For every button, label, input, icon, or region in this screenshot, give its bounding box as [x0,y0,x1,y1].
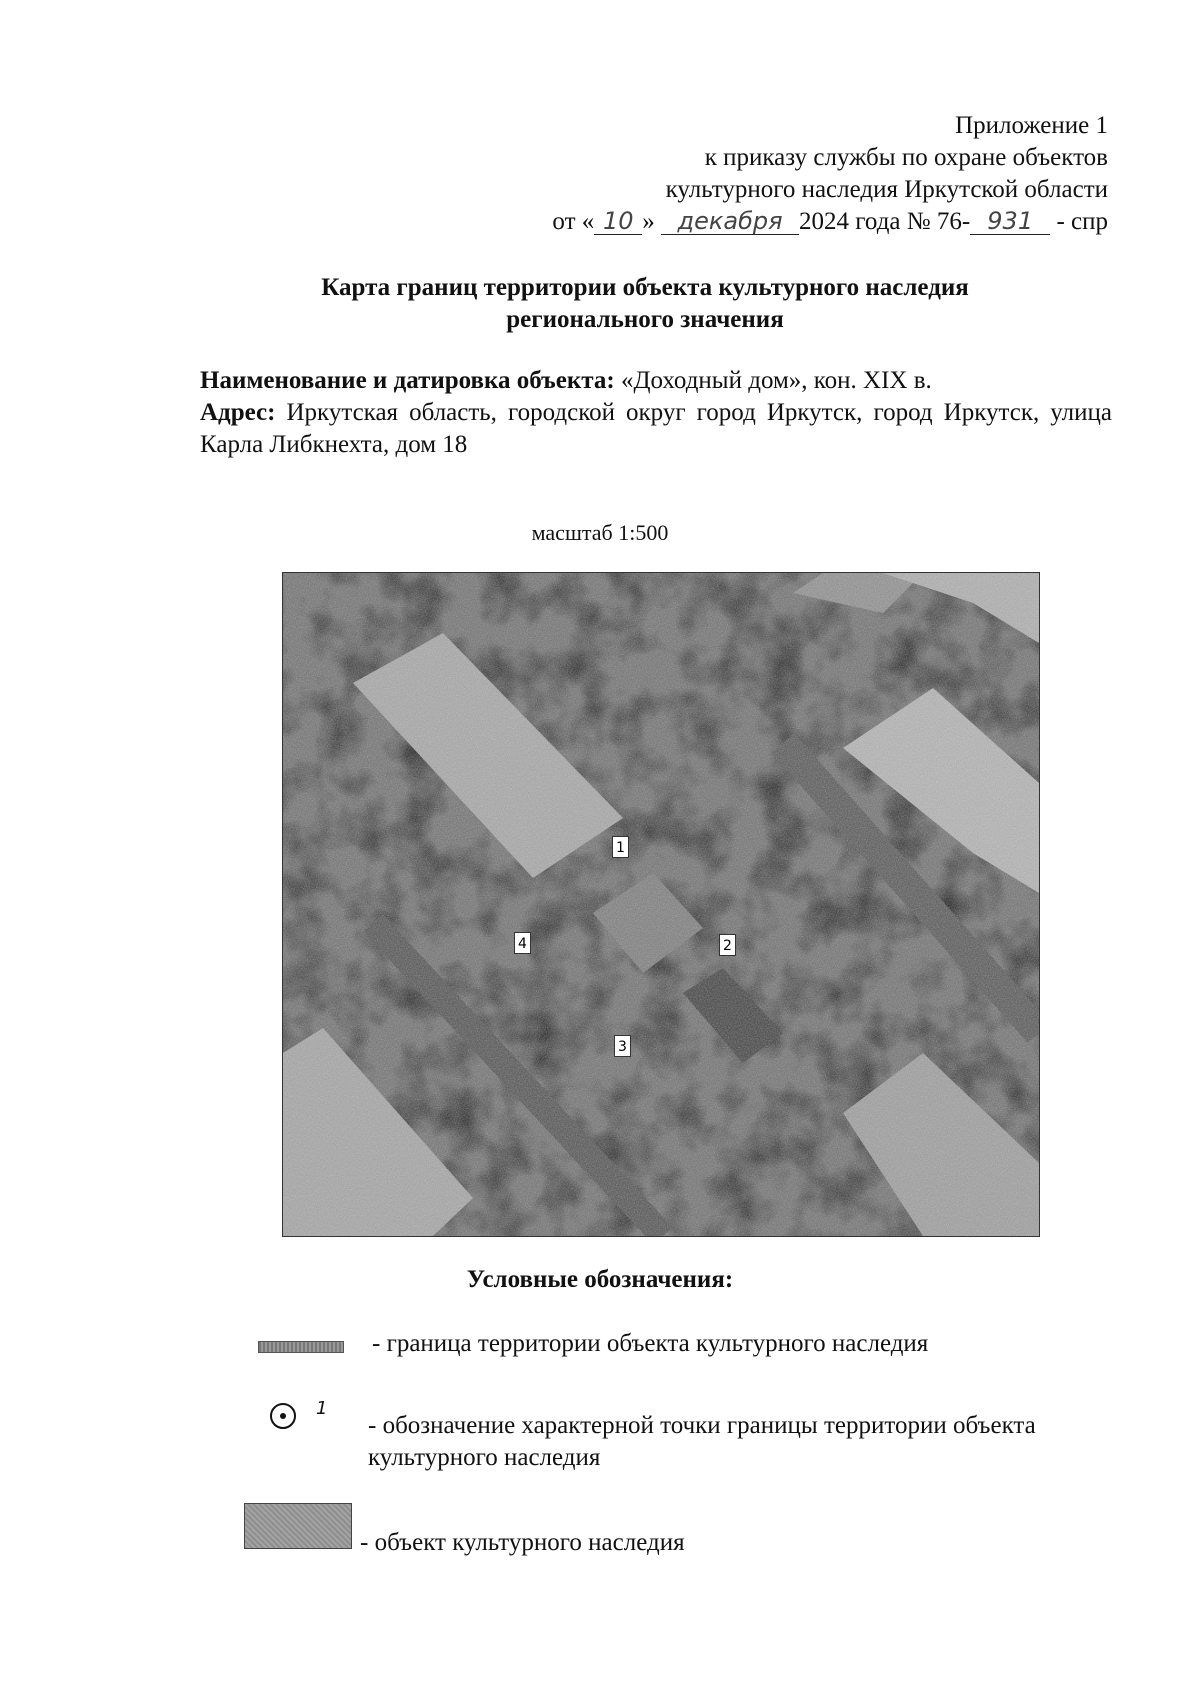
legend-title: Условные обозначения: [466,1266,734,1293]
object-address-label: Адрес: [200,399,276,426]
aerial-photo [283,573,1039,1236]
handwritten-day: 10 [594,208,642,235]
handwritten-month: декабря [661,208,799,235]
boundary-point-icon [270,1403,296,1429]
order-suffix: - спр [1056,208,1108,235]
photo-grain [283,573,1039,1236]
legend-object-text: - объект культурного наследия [360,1529,685,1556]
boundary-point-label-4: 4 [514,932,531,954]
boundary-point-label-2: 2 [719,934,736,956]
object-info [200,365,1112,461]
aerial-map [282,572,1040,1237]
legend-point-text: - обозначение характерной точки границы территории объекта культурного наследия [368,1412,1036,1471]
title-line-1: Карта границ территории объекта культурного наследия [321,274,969,301]
date-year: 2024 года № 76- [799,208,971,235]
document-title [230,272,1060,336]
title-line-2: регионального значения [506,306,784,333]
heritage-object-symbol [244,1503,352,1549]
handwritten-order-number: 931 [970,208,1050,235]
order-reference: к приказу службы по охране объектов [704,144,1108,171]
appendix-header [552,110,1108,238]
boundary-point-label-1: 1 [612,836,629,858]
object-name-value: «Доходный дом», кон. XIX в. [620,367,932,394]
legend-boundary-text: - граница территории объекта культурного наследия [372,1330,929,1357]
boundary-line-symbol [258,1341,344,1353]
date-prefix: от « [552,208,595,235]
object-name-label: Наименование и датировка объекта: [200,367,615,394]
order-date-line [552,206,1108,238]
appendix-number: Приложение 1 [955,112,1108,139]
object-name-row [200,365,1112,397]
boundary-point-label-3: 3 [614,1035,631,1057]
map-scale: масштаб 1:500 [531,520,669,545]
object-address-row [200,397,1112,461]
order-authority: культурного наследия Иркутской области [665,176,1108,203]
object-address-value: Иркутская область, городской округ город Иркутск, город Иркутск, улица Карла Либкнехта, дом 18 [200,399,1113,458]
date-mid: » [642,208,655,235]
boundary-point-number: 1 [316,1398,328,1419]
